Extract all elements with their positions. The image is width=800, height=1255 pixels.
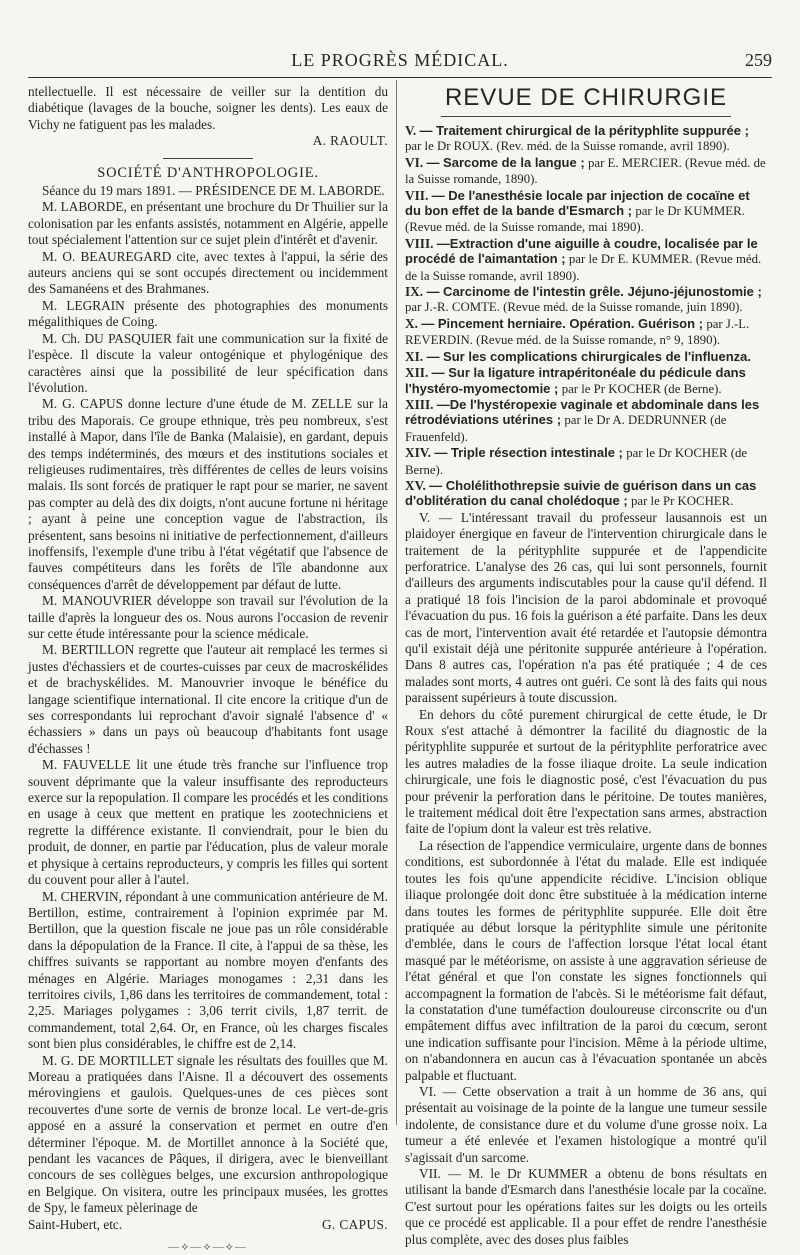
page-number: 259	[745, 50, 772, 70]
entry-vii: VII. — De l'anesthésie locale par injection de cocaïne et du bon effet de la bande d'Esmarch ; par le Dr KUMMER. (Revue méd. de la Suisse romande, mai 1890).	[405, 187, 750, 235]
paragraph: M. G. DE MORTILLET signale les résultats des fouilles que M. Moreau a pratiquées dans l'Aisne. Il a découvert des ossements mérovingiens et gaulois. Quelques-unes de ces pièces sont recouvertes d'une sorte de vernis de bronze local. Le vert-de-gris apposé en a assuré la conservation et permet en outre d'en déterminer l'époque. M. de Mortillet annonce à la Société que, pendant les vacances de Pâques, il dirigera, avec le bienveillant concours de ses collègues belges, une excursion anthropologique en Belgique. On visitera, outre les principaux musées, les grottes de Spy, le fameux pèlerinage de	[28, 1052, 388, 1216]
entry-vi: VI. — Sarcome de la langue ; par E. MERCIER. (Revue méd. de la Suisse romande, 1890).	[405, 154, 766, 187]
paragraph: M. BERTILLON regrette que l'auteur ait remplacé les termes si justes d'échassiers et de courtes-cuisses par ceux de macroskélides et de brachyskélides. M. Manouvrier invoque le bénéfice du langage scientifique international. Il cite encore la critique d'un de ses correspondants lui reprochant d'avoir signalé l'absence d' « échassiers » dans un pays où beaucoup d'habitants font usage d'échasses !	[28, 642, 388, 756]
entry-xii: XII. — Sur la ligature intrapéritonéale du pédicule dans l'hystéro-myomectomie ; par le Pr KOCHER (de Berne).	[405, 365, 746, 396]
opening-paragraph	[28, 84, 388, 133]
section-separator	[163, 158, 253, 159]
paragraph: VII. — M. le Dr KUMMER a obtenu de bons résultats en utilisant la bande d'Esmarch dans l'anesthésie locale par la cocaïne. C'est surtout pour les opérations faites sur les doigts ou les orteils que ce procédé est applicable. Il a pour effet de rendre l'anesthésie plus complète, avec des doses plus faibles	[405, 1166, 767, 1247]
paragraph: M. MANOUVRIER développe son travail sur l'évolution de la taille d'après la longueur des os. Nous aurons l'occasion de revenir sur cette étude intéressante pour la science médicale.	[28, 593, 388, 641]
entry-v: V. — Traitement chirurgical de la pérityphlite suppurée ; par le Dr ROUX. (Rev. méd. de la Suisse romande, avril 1890).	[405, 123, 749, 154]
opening-signature: A. RAOULT.	[312, 133, 388, 149]
journal-title: LE PROGRÈS MÉDICAL.	[291, 50, 509, 70]
revue-title-rule	[441, 116, 731, 117]
entry-x: X. — Pincement herniaire. Opération. Guérison ; par J.-L. REVERDIN. (Revue méd. de la Suisse romande, n° 9, 1890).	[405, 315, 750, 348]
paragraph: VI. — Cette observation a trait à un homme de 36 ans, qui présentait au voisinage de la pointe de la langue une tumeur sessile indolente, de consistance dure et du volume d'une grosse noix. La tumeur a été enlevée et l'examen histologique a montré qu'il s'agissait d'un sarcome.	[405, 1083, 767, 1165]
page-header	[28, 50, 772, 74]
paragraph: M. O. BEAUREGARD cite, avec textes à l'appui, la série des auteurs anciens qui se sont occupés directement ou incidemment des Samanéens et des Brahmanes.	[28, 248, 388, 297]
paragraph: M. FAUVELLE lit une étude très franche sur l'influence trop souvent déprimante que la valeur insuffisante des reproducteurs exerce sur la repopulation. Il compare les procédés et les conditions en usage à ceux que mettent en pratique les zootechniciens et regrette la différence existante. Il conviendrait, pour le bien du produit, de donner, en partie par l'éducation, plus de valeur morale et physique à certains reproducteurs, y compris les filles qui sortent du couvent pour aller à l'autel.	[28, 757, 388, 888]
paragraph: M. LEGRAIN présente des photographies des monuments mégalithiques de Coing.	[28, 297, 388, 330]
section-title: SOCIÉTÉ D'ANTHROPOLOGIE.	[97, 164, 319, 181]
opening-text: ntellectuelle. Il est nécessaire de veiller sur la dentition du diabétique (lavages de la bouche, soigner les dents). Les eaux de Vichy ne fatiguent pas les malades.	[28, 84, 388, 132]
entry-viii: VIII. —Extraction d'une aiguille à coudre, localisée par le procédé de l'aimantation ; par le Dr E. KUMMER. (Revue méd. de la Suisse romande, avril 1890).	[405, 235, 762, 283]
header-rule	[28, 77, 772, 78]
paragraph: M. G. CAPUS donne lecture d'une étude de M. ZELLE sur la tribu des Maporais. Ce groupe ethnique, très peu nombreux, s'est installé à Mapor, dans l'île de Banka (Malaisie), en gardant, depuis des temps indéterminés, des mœurs et des institutions sociales et religieuses rudimentaires, très différentes de celles de leurs voisins malais. Ils sont forcés de pratiquer le rapt pour se marier, ne savent pas compter au delà des dix doigts, n'ont aucune fortune ni héritage ; ayant à peine une conception vague de l'abstraction, ils présentent, sans besoins ni initiative de perfectionnement, d'ailleurs inoffensifs, l'exemple d'une tribu à l'état végétatif que l'absence de fauves compétiteurs dans les forêts de l'île abandonne aux conséquences d'arrêt de développement par défaut de lutte.	[28, 396, 388, 592]
paragraph: V. — L'intéressant travail du professeur lausannois est un plaidoyer énergique en faveur de l'intervention chirurgicale dans le traitement de la pérityphlite suppurée et de l'appendicite perforatrice. L'analyse des 26 cas, qui lui sont personnels, fournit d'ailleurs des arguments indiscutables pour la cause qu'il défend. Il a pratiqué 18 fois l'incision de la paroi abdominale et provoqué l'évacuation du pus. 16 fois la guérison a été parfaite. Dans les deux cas de mort, l'intervention avait été retardée et l'autopsie démontra qu'il existait déjà une péritonite suppurée antérieure à l'opération. Dans 8 autres cas, l'opération n'a pas été pratiquée ; 4 de ces malades sont morts, 4 autres ont guéri. Ce sont là des faits qui nous paraissent supérieurs à toute discussion.	[405, 509, 767, 706]
column-divider	[396, 80, 397, 1125]
paragraph: M. CHERVIN, répondant à une communication antérieure de M. Bertillon, estime, contrairement à l'opinion exprimée par M. Bertillon, que la question fiscale ne joue pas un rôle considérable dans la dépopulation de la France. Il cite, à l'appui de sa thèse, les chiffres suivants se rapportant au nombre moyen d'enfants des ménages en Algérie. Mariages monogames : 2,31 dans les territoires civils, 1,86 dans les territoires de commandement, total : 2,25. Mariages polygames : 3,06 territ civils, 1,87 territ. de commandement, total 2,64. Or, en France, où les charges fiscales sont bien plus considérables, le chiffre est de 2,14.	[28, 888, 388, 1052]
end-ornament-icon: —⟡—⟡—⟡—	[168, 1241, 248, 1254]
entry-xv: XV. — Cholélithothrepsie suivie de guérison dans un cas d'oblitération du canal cholédoque ; par le Pr KOCHER.	[405, 477, 757, 509]
revue-title: REVUE DE CHIRURGIE	[444, 84, 728, 111]
closing-signature: G. CAPUS.	[321, 1216, 388, 1232]
right-column	[405, 84, 767, 1248]
paragraph: La résection de l'appendice vermiculaire, urgente dans de bonnes conditions, est subordonnée à l'état du malade. Elle est indiquée toutes les fois qu'une appendicite récidive. L'incision oblique iliaque prolongée doit donc être substituée à la médication interne dans toutes les formes de pérityphlite suppurée. Elle doit être pratiquée au début lorsque la pérityphlite simule une péritonite d'emblée, dans le cours de l'affection lorsque l'état local étant masqué par le météorisme, on assiste à une aggravation sérieuse de l'état général et que l'on constate les signes fonctionnels qui accompagnent la formation de l'abcès. Si le météorisme fait défaut, la constatation d'une tuméfaction douloureuse circonscrite ou d'un empâtement diffus avec infiltration de la paroi du cœcum, seront une indication suffisante pour l'incision. Même à la période ultime, on n'abandonnera en aucun cas à l'évacuation spontanée un abcès palpable et fluctuant.	[405, 837, 767, 1083]
paragraph: M. LABORDE, en présentant une brochure du Dr Thuilier sur la colonisation par les enfants assistés, notamment en Algérie, appelle tout spécialement l'attention sur ce sujet plein d'intérêt et d'avenir.	[28, 199, 388, 248]
seance-line: Séance du 19 mars 1891. — PRÉSIDENCE DE M. LABORDE.	[42, 183, 385, 199]
entries-list	[405, 123, 767, 510]
entry-xi: XI. — Sur les complications chirurgicales de l'influenza.	[405, 348, 752, 364]
entry-xiii: XIII. —De l'hystéropexie vaginale et abdominale dans les rétrodéviations utérines ; par le Dr A. DEDRUNNER (de Frauenfeld).	[405, 396, 760, 444]
left-column	[28, 84, 388, 1255]
paragraph: M. Ch. DU PASQUIER fait une communication sur la fixité de l'espèce. Il discute la valeur ontogénique et phylogénique des caractères ainsi que la possibilité de leur spécification dans l'évolution.	[28, 330, 388, 395]
entry-ix: IX. — Carcinome de l'intestin grêle. Jéjuno-jéjunostomie ; par J.-R. COMTE. (Revue méd. de la Suisse romande, juin 1890).	[405, 284, 762, 315]
closing-line	[28, 1217, 388, 1233]
closing-text: Saint-Hubert, etc.	[28, 1216, 123, 1232]
entry-xiv: XIV. — Triple résection intestinale ; par le Dr KOCHER (de Berne).	[405, 445, 748, 477]
paragraph: En dehors du côté purement chirurgical de cette étude, le Dr Roux s'est attaché à démontrer la facilité du diagnostic de la pérityphlite suppurée et surtout de la pérityphlite perforatrice avec les autres maladies de la fosse iliaque droite. La seule indication chirurgicale, une fois le diagnostic posé, c'est l'évacuation du pus pour prévenir la perforation dans le péritoine. De toutes manières, le traitement médical doit être l'expectation sans armes, abstraction faite de l'opium dont la valeur est très relative.	[405, 706, 767, 837]
